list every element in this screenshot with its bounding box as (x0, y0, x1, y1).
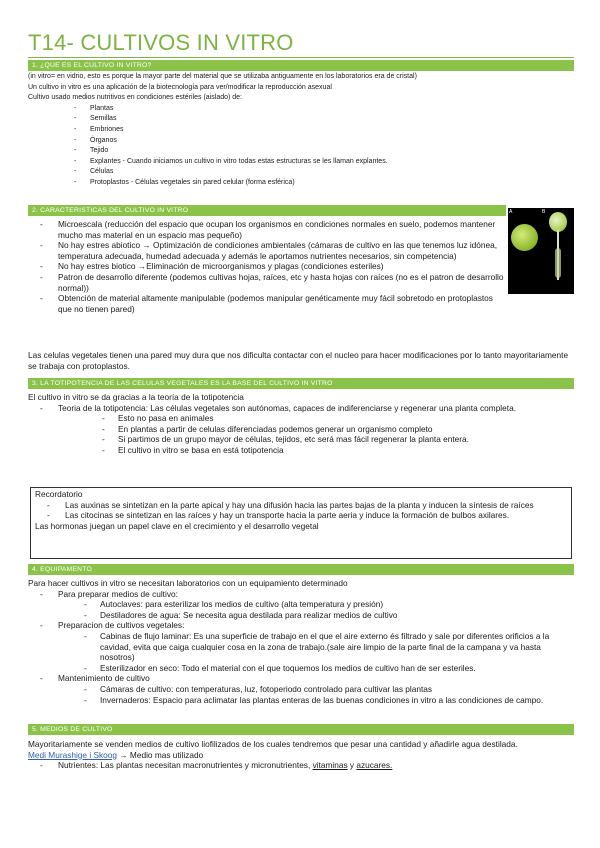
list-item: - Explantes - Cuando iniciamos un cultivo in vitro todas estas estructuras se les llaman explantes. (74, 157, 388, 165)
title-divider (28, 57, 574, 58)
list-item: - Semillas (74, 115, 117, 123)
list-item: - Las auxinas se sintetizan en la parte apical y hay una difusión hacia las partes bajas de la planta y inducen la síntesis de raíces (47, 499, 534, 510)
list-item: - Obtención de material altamente manipulable (podemos manipular genéticamente muy fácil sobretodo en protoplastos que no tienen pared) (40, 293, 493, 314)
murashige-skoog-link[interactable]: Medi Murashige i Skoog (28, 749, 118, 760)
explant-photos (508, 208, 574, 294)
section-1-heading: 1. ¿QUE ES EL CULTIVO IN VITRO? (28, 60, 574, 71)
section-1-body (28, 72, 576, 189)
section-5-body (28, 739, 576, 771)
section-1-line: Un cultivo in vitro es una aplicación de la biotecnología para ver/modificar la reproducción asexual (28, 83, 332, 91)
list-item: - Tejido (74, 147, 109, 155)
list-item: - No hay estres abiotico → Optimización de condiciones ambientales (cámaras de cultivo en las que tenemos luz idónea, temperatura adecuada, humedad adecuada y además le aportamos nutrientes necesarios, sin competencia) (40, 240, 498, 261)
list-item: - Mantenimiento de cultivo (40, 673, 150, 684)
list-item: - Microescala (reducción del espacio que ocupan los organismos en condiciones normales en suelo, podemos mantener mucho mas material en un espacio mas pequeño) (40, 219, 496, 240)
section-1-line: (in vitro= en vidrio, esto es porque la mayor parte del material que se utilizaba antiguamente en los laboratorios era de cristal) (28, 73, 417, 80)
list-item: - No hay estres biotico →Eliminación de microorganismos y plagas (condiciones esteriles) (40, 261, 384, 272)
list-item: - Esterilizador en seco: Todo el material con el que toquemos los medios de cultivo han de ser esteriles. (84, 662, 476, 673)
section-2-closing: Las celulas vegetales tienen una pared muy dura que nos dificulta contactar con el nucleo para hacer modificaciones por lo tanto mayoritariamente se trabaja con protoplastos. (28, 350, 569, 371)
section-4-heading: 4. EQUIPAMENTO (28, 564, 574, 575)
section-4-body (28, 578, 576, 705)
list-item: - Autoclaves: para esterilizar los medios de cultivo (alta temperatura y presión) (84, 599, 384, 610)
list-item: - Teoria de la totipotencia: Las células vegetales son autónomas, capaces de indiferenciarse y regenerar una planta completa. (40, 402, 516, 413)
list-item: - Órganos (74, 136, 117, 144)
list-item: - Esto no pasa en animales (102, 413, 214, 424)
section-3-body (28, 392, 576, 456)
list-item: - Nutrientes: Las plantas necesitan macronutrientes y micronutrientes, vitaminas y azucares. (40, 760, 393, 771)
section-4-intro: Para hacer cultivos in vitro se necesitan laboratorios con un equipamiento determinado (28, 578, 348, 588)
list-item: - Patron de desarrollo diferente (podemos cultivas hojas, raíces, etc y hasta hojas con raíces (no es el patron de desarrollo normal)) (40, 271, 504, 293)
list-item: - Células (74, 168, 114, 176)
list-item: - Preparacion de cultivos vegetales: (40, 620, 185, 631)
section-5-intro: Mayoritariamente se venden medios de cultivo liofilizados de los cuales tendremos que pesar una cantidad y añadirle agua destilada. (28, 739, 518, 749)
list-item: - El cultivo in vitro se basa en está totipotencia (102, 444, 284, 455)
section-5-media-line: Medi Murashige i Skoog → Medio mas utilizado (28, 749, 204, 760)
reminder-box (30, 487, 572, 559)
list-item: - Para preparar medios de cultivo: (40, 588, 178, 599)
callus-photo: A (508, 208, 541, 294)
list-item: - Embriones (74, 125, 124, 133)
section-2-body (28, 219, 506, 314)
list-item: - En plantas a partir de celulas diferenciadas podemos generar un organismo completo (102, 423, 433, 434)
list-item: - Si partimos de un grupo mayor de células, tejidos, etc será mas fácil regenerar la planta entera. (102, 434, 469, 445)
list-item: - Destiladores de agua: Se necesita agua destilada para realizar medios de cultivo (84, 609, 398, 620)
list-item: - Cabinas de flujo laminar: Es una superficie de trabajo en el que el aire externo és filtrado y sale por diferentes orificios a la cavidad, evita que caiga cualquier cosa en la zona de trabajo.(sale aire limpio de la parte final de la campana y va hasta nosotros) (84, 630, 550, 663)
plantlet-photo: B (541, 208, 574, 294)
section-3-heading: 3. LA TOTIPOTENCIA DE LAS CELULAS VEGETALES ES LA BASE DEL CULTIVO IN VITRO (28, 378, 574, 389)
section-3-intro: El cultivo in vitro se da gracias a la teoría de la totipotencia (28, 392, 244, 402)
section-1-line: Cultivo usado medios nutritivos en condiciones estériles (aislado) de: (28, 94, 242, 102)
page-title: T14- CULTIVOS IN VITRO (28, 30, 294, 55)
section-5-heading: 5. MEDIOS DE CULTIVO (28, 724, 574, 735)
list-item: - Cámaras de cultivo: con temperaturas, luz, fotoperiodo controlado para cultivar las plantas (84, 683, 433, 694)
list-item: - Las citocinas se sintetizan en las raíces y hay un transporte hacia la parte aeria y induce la formación de bulbos axilares. (47, 510, 510, 521)
reminder-title: Recordatorio (35, 489, 83, 499)
list-item: - Invernaderos: Espacio para aclimatar las plantas enteras de las buenas condiciones in vitro a las condiciones de campo. (84, 694, 544, 705)
list-item: - Protoplastos - Células vegetales sin pared celular (forma esférica) (74, 178, 295, 186)
reminder-closing: Las hormonas juegan un papel clave en el crecimiento y el desarrollo vegetal (35, 520, 319, 531)
list-item: - Plantas (74, 104, 114, 112)
section-2-heading: 2. CARACTERISTICAS DEL CULTIVO IN VITRO (28, 205, 506, 216)
